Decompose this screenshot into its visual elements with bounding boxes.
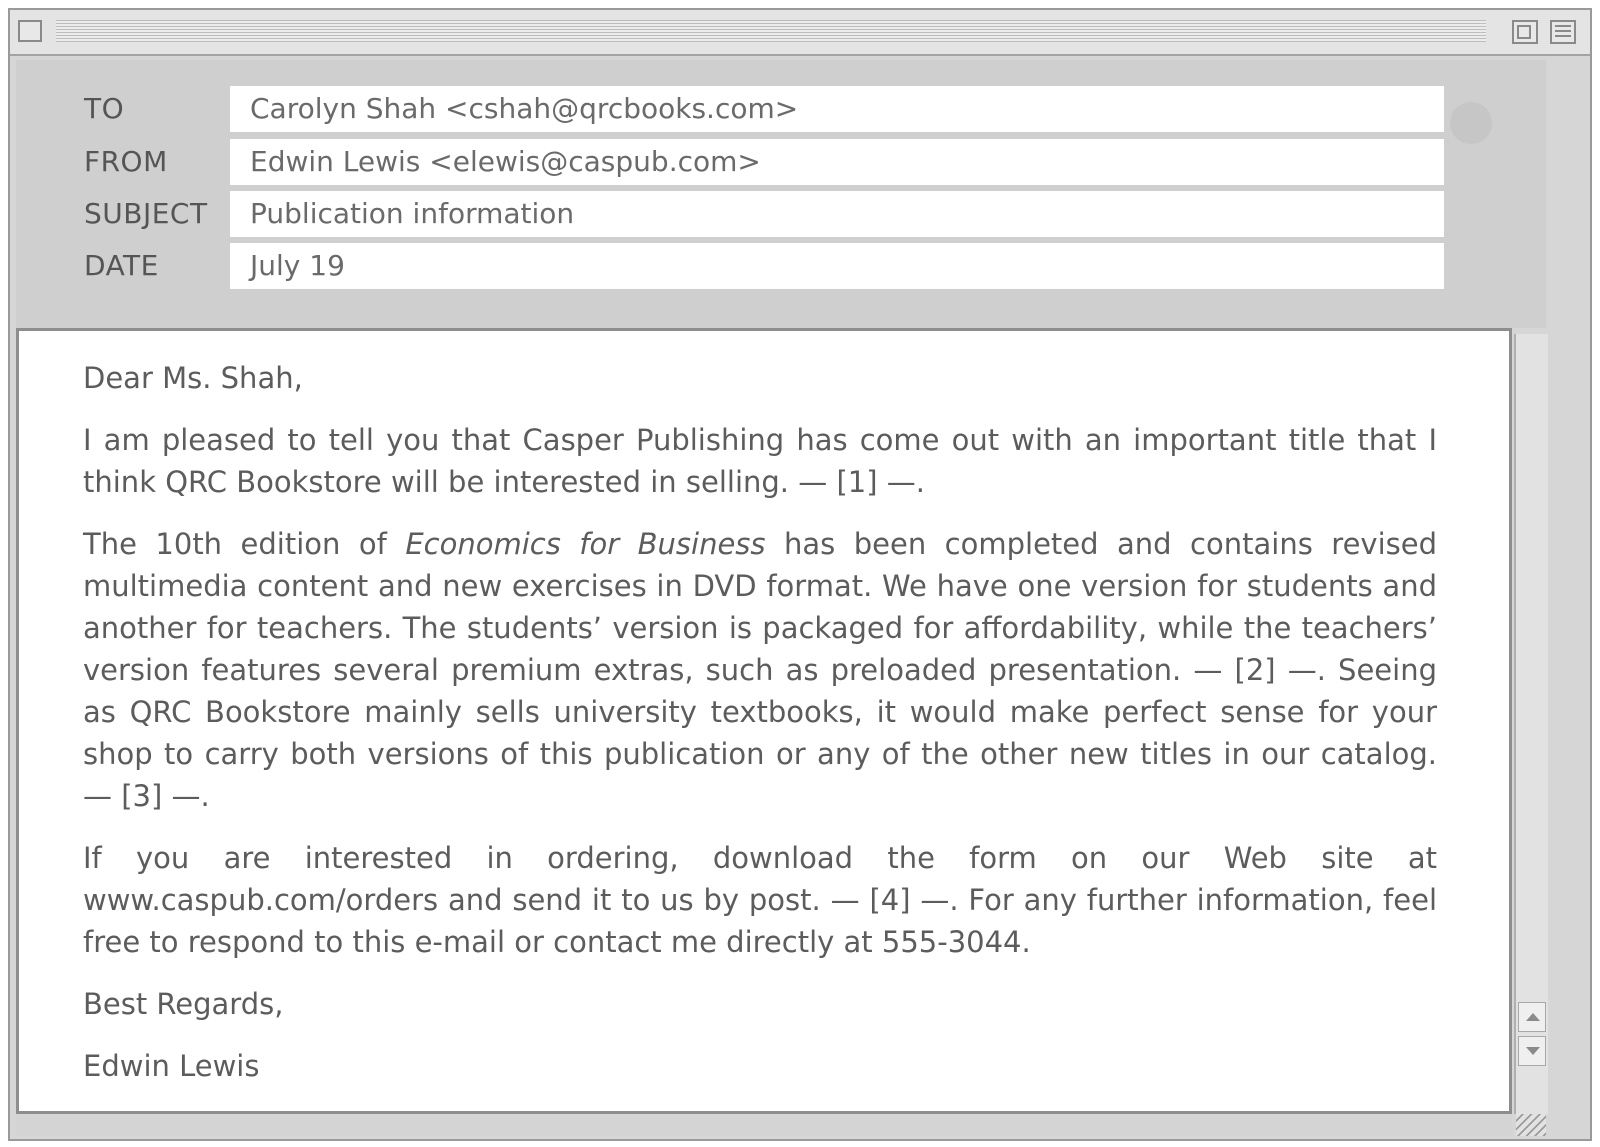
to-label: TO	[84, 92, 125, 125]
to-field[interactable]: Carolyn Shah <cshah@qrcbooks.com>	[230, 86, 1444, 132]
paragraph-3: If you are interested in ordering, download the form on our Web site at www.caspub.com/orders and send it to us by post. — [4] —. For any further information, feel free to respond to this e-mail or contact me directly at 555-3044.	[83, 841, 1437, 959]
title-bar-stripes	[56, 20, 1486, 42]
title-bar[interactable]	[10, 10, 1590, 56]
bottom-bar	[16, 1114, 1512, 1136]
subject-field[interactable]: Publication information	[230, 191, 1444, 237]
paragraph-2-end: has been completed and contains revised multimedia content and new exercises in DVD format. We have one version for students and another for teachers. The students’ version is packaged for affordability, while the teachers’ version features several premium extras, such as preloaded presentation. — [2] —. Seeing as QRC Bookstore mainly sells university textbooks, it would make perfect sense for your shop to carry both versions of this publication or any of the other new titles in our catalog. — [3] —.	[83, 527, 1437, 813]
from-field[interactable]: Edwin Lewis <elewis@caspub.com>	[230, 139, 1444, 185]
message-body-pane[interactable]	[16, 328, 1512, 1114]
resize-grip-icon[interactable]	[1516, 1114, 1546, 1136]
email-header	[16, 60, 1546, 328]
greeting: Dear Ms. Shah,	[83, 361, 303, 395]
collapse-box-icon[interactable]	[1550, 20, 1576, 44]
zoom-box-icon[interactable]	[1512, 20, 1538, 44]
message-body	[83, 357, 1437, 1107]
book-title: Economics for Business	[405, 527, 766, 561]
header-decoration	[1450, 102, 1492, 144]
subject-label: SUBJECT	[84, 197, 208, 230]
closing: Best Regards,	[83, 987, 284, 1021]
subject-row	[16, 191, 1546, 237]
date-row	[16, 243, 1546, 289]
vertical-scrollbar[interactable]	[1514, 334, 1548, 1114]
paragraph-1: I am pleased to tell you that Casper Publishing has come out with an important title that I think QRC Bookstore will be interested in selling. — [1] —.	[83, 423, 1437, 499]
paragraph-2-start: The 10th edition of	[83, 527, 406, 561]
signature: Edwin Lewis	[83, 1049, 260, 1083]
email-window	[8, 8, 1592, 1141]
from-label: FROM	[84, 145, 168, 178]
to-row	[16, 86, 1546, 132]
from-row	[16, 139, 1546, 185]
arrow-down-icon[interactable]	[1518, 1036, 1546, 1066]
paragraph-2	[83, 523, 1437, 817]
close-box-icon[interactable]	[18, 20, 42, 42]
arrow-up-icon[interactable]	[1518, 1002, 1546, 1032]
date-label: DATE	[84, 249, 159, 282]
date-field[interactable]: July 19	[230, 243, 1444, 289]
